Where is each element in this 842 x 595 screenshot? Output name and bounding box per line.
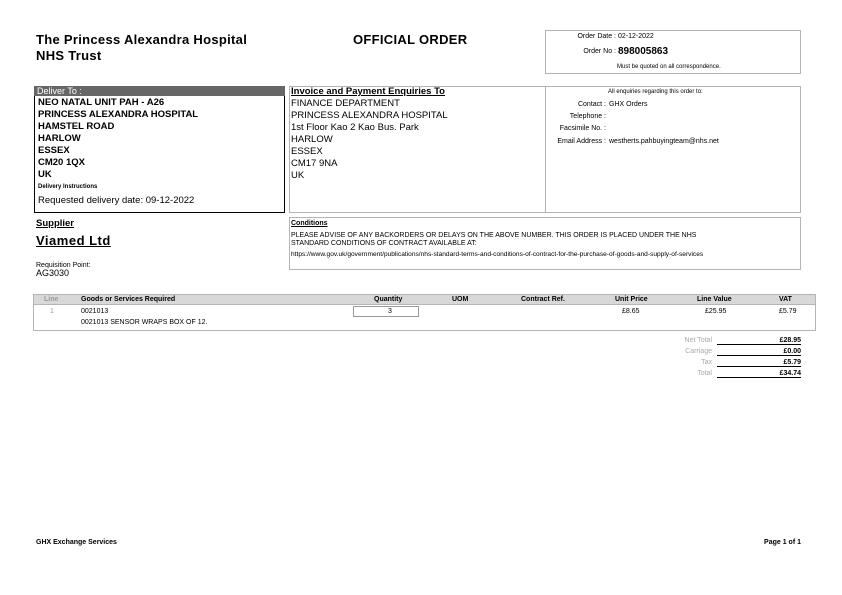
- row-vat: £5.79: [779, 308, 797, 315]
- carriage-value: £0.00: [717, 348, 801, 356]
- conditions-text-1: PLEASE ADVISE OF ANY BACKORDERS OR DELAYS ON THE ABOVE NUMBER. THIS ORDER IS PLACED UNDER THE NHS: [291, 232, 697, 239]
- supplier-heading: Supplier: [36, 218, 75, 229]
- row-quantity: 3: [388, 308, 392, 315]
- deliver-address: [38, 97, 198, 181]
- net-total-label: Net Total: [684, 337, 712, 344]
- contact-value: GHX Orders: [609, 101, 648, 108]
- email-label: Email Address :: [557, 138, 606, 145]
- tax-value: £5.79: [717, 359, 801, 367]
- deliver-line: PRINCESS ALEXANDRA HOSPITAL: [38, 109, 199, 120]
- delivery-instructions: Requested delivery date: 09-12-2022: [38, 195, 195, 206]
- deliver-line: NEO NATAL UNIT PAH - A26: [38, 97, 165, 108]
- col-vat: VAT: [779, 296, 792, 303]
- net-total-value: £28.95: [717, 337, 801, 345]
- total-label: Total: [697, 370, 712, 377]
- order-number: 898005863: [618, 46, 669, 57]
- order-no-label: Order No :: [583, 48, 616, 55]
- enquiries-note: All enquiries regarding this order to:: [608, 89, 703, 95]
- document-title: OFFICIAL ORDER: [353, 32, 468, 47]
- col-line-value: Line Value: [697, 296, 732, 303]
- invoice-line: ESSEX: [291, 146, 323, 157]
- deliver-line: CM20 1QX: [38, 157, 85, 168]
- row-line: 1: [50, 308, 54, 315]
- fax-label: Facsimile No. :: [559, 125, 606, 132]
- deliver-line: UK: [38, 169, 52, 180]
- deliver-heading: Deliver To :: [34, 86, 285, 96]
- requisition-label: Requisition Point:: [36, 262, 91, 269]
- invoice-line: FINANCE DEPARTMENT: [291, 98, 400, 109]
- enquiries-divider: [545, 86, 546, 213]
- row-code: 0021013: [81, 308, 109, 315]
- invoice-heading: Invoice and Payment Enquiries To: [291, 86, 445, 97]
- email-value[interactable]: westherts.pahbuyingteam@nhs.net: [609, 138, 719, 145]
- col-unit-price: Unit Price: [615, 296, 648, 303]
- footer-left: GHX Exchange Services: [36, 539, 117, 546]
- invoice-line: HARLOW: [291, 134, 333, 145]
- quote-note: Must be quoted on all correspondence.: [617, 64, 721, 70]
- invoice-line: PRINCESS ALEXANDRA HOSPITAL: [291, 110, 448, 121]
- invoice-line: UK: [291, 170, 305, 181]
- row-unit-price: £8.65: [622, 308, 640, 315]
- total-value: £34.74: [717, 370, 801, 378]
- row-description: 0021013 SENSOR WRAPS BOX OF 12.: [81, 319, 208, 326]
- hospital-name-line1: The Princess Alexandra Hospital: [36, 32, 248, 47]
- deliver-line: ESSEX: [38, 145, 70, 156]
- col-line: Line: [44, 296, 59, 303]
- delivery-instructions-label: Delivery Instructions: [38, 184, 98, 190]
- order-date: 02-12-2022: [618, 33, 654, 40]
- conditions-text-2: STANDARD CONDITIONS OF CONTRACT AVAILABLE AT:: [291, 240, 477, 247]
- row-line-value: £25.95: [705, 308, 727, 315]
- items-table-header: [33, 294, 816, 305]
- requisition-value: AG3030: [36, 268, 70, 278]
- supplier-name: Viamed Ltd: [36, 233, 111, 248]
- col-quantity: Quantity: [374, 296, 403, 303]
- contact-label: Contact :: [577, 101, 606, 108]
- col-goods: Goods or Services Required: [81, 296, 176, 303]
- invoice-line: CM17 9NA: [291, 158, 338, 169]
- col-contract-ref: Contract Ref.: [521, 296, 565, 303]
- col-uom: UOM: [452, 296, 469, 303]
- telephone-label: Telephone :: [569, 113, 606, 120]
- quantity-box: [353, 306, 419, 317]
- tax-label: Tax: [701, 359, 712, 366]
- table-row: [33, 305, 816, 331]
- page-number: Page 1 of 1: [764, 539, 801, 546]
- order-date-label: Order Date :: [577, 33, 616, 40]
- hospital-name: [36, 32, 247, 64]
- deliver-line: HARLOW: [38, 133, 81, 144]
- carriage-label: Carriage: [685, 348, 712, 355]
- invoice-line: 1st Floor Kao 2 Kao Bus. Park: [291, 122, 419, 133]
- conditions-heading: Conditions: [291, 220, 328, 227]
- conditions-url[interactable]: https://www.gov.uk/government/publications/nhs-standard-terms-and-conditions-of-contract-for-the-purchase-of-goods-and-supply-of-services: [291, 251, 704, 258]
- hospital-name-line2: NHS Trust: [36, 48, 102, 63]
- invoice-address: [291, 98, 448, 182]
- deliver-line: HAMSTEL ROAD: [38, 121, 115, 132]
